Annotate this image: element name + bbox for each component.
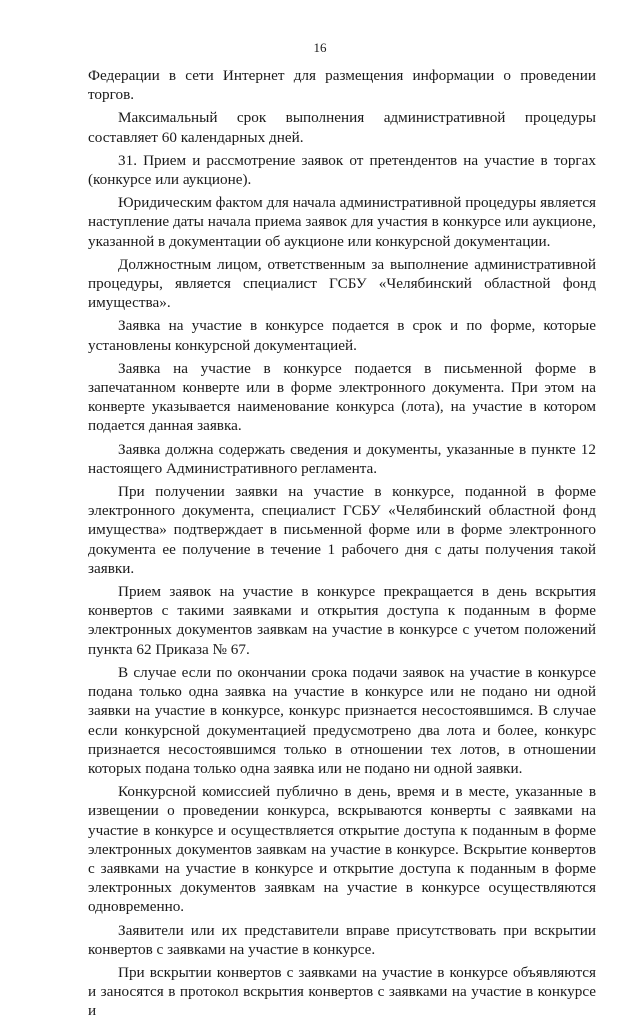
paragraph-application-contents: Заявка должна содержать сведения и документы, указанные в пункте 12 настоящего Административного регламента. bbox=[88, 440, 596, 477]
paragraph-failed-contest: В случае если по окончании срока подачи заявок на участие в конкурсе подана только одна заявка на участие в конкурсе или не подано ни одной заявки на участие в конкурсе, конкурс признается несостоявшимся. В случае если конкурсной документацией предусмотрено два лота и более, конкурс признается несостоявшимся только в отношении тех лотов, в отношении которых подана только одна заявка или не подано ни одной заявки. bbox=[88, 663, 596, 777]
paragraph-envelope-opening: Конкурсной комиссией публично в день, время и в месте, указанные в извещении о проведении конкурса, вскрываются конверты с заявками на участие в конкурсе и осуществляется открытие доступа к поданным в форме электронных документов заявкам на участие в конкурсе. Вскрытие конвертов с заявками на участие в конкурсе и открытие доступа к поданным в форме электронных документов заявкам на участие в конкурсе осуществляются одновременно. bbox=[88, 783, 596, 916]
paragraph-max-term: Максимальный срок выполнения административной процедуры составляет 60 календарных дней. bbox=[88, 109, 596, 146]
paragraph-responsible-official: Должностным лицом, ответственным за выполнение административной процедуры, является специалист ГСБУ «Челябинский областной фонд имущества». bbox=[88, 255, 596, 312]
page-number: 16 bbox=[313, 40, 327, 55]
paragraph-opening-protocol: При вскрытии конвертов с заявками на участие в конкурсе объявляются и заносятся в протокол вскрытия конвертов с заявками на участие в конкурсе и bbox=[88, 963, 596, 1020]
paragraph-acceptance-end: Прием заявок на участие в конкурсе прекращается в день вскрытия конвертов с такими заявками и открытия доступа к поданным в форме электронных документов заявкам на участие в конкурсе с учетом положений пункта 62 Приказа № 67. bbox=[88, 583, 596, 658]
paragraph-application-deadline: Заявка на участие в конкурсе подается в срок и по форме, которые установлены конкурсной документацией. bbox=[88, 317, 596, 354]
document-body bbox=[88, 66, 596, 1025]
paragraph-continuation: Федерации в сети Интернет для размещения информации о проведении торгов. bbox=[88, 67, 596, 104]
paragraph-electronic-receipt: При получении заявки на участие в конкурсе, поданной в форме электронного документа, специалист ГСБУ «Челябинский областной фонд имущества» подтверждает в письменной форме или в форме электронного документа ее получение в течение 1 рабочего дня с даты получения такой заявки. bbox=[88, 483, 596, 577]
paragraph-section-31: 31. Прием и рассмотрение заявок от претендентов на участие в торгах (конкурсе или аукционе). bbox=[88, 151, 596, 189]
paragraph-legal-fact: Юридическим фактом для начала административной процедуры является наступление даты начала приема заявок для участия в конкурсе или аукционе, указанной в документации об аукционе или конкурсной документации. bbox=[88, 194, 596, 250]
paragraph-applicants-presence: Заявители или их представители вправе присутствовать при вскрытии конвертов с заявками на участие в конкурсе. bbox=[88, 921, 596, 958]
paragraph-application-form: Заявка на участие в конкурсе подается в письменной форме в запечатанном конверте или в форме электронного документа. При этом на конверте указывается наименование конкурса (лота), на участие в котором подается данная заявка. bbox=[88, 359, 596, 435]
